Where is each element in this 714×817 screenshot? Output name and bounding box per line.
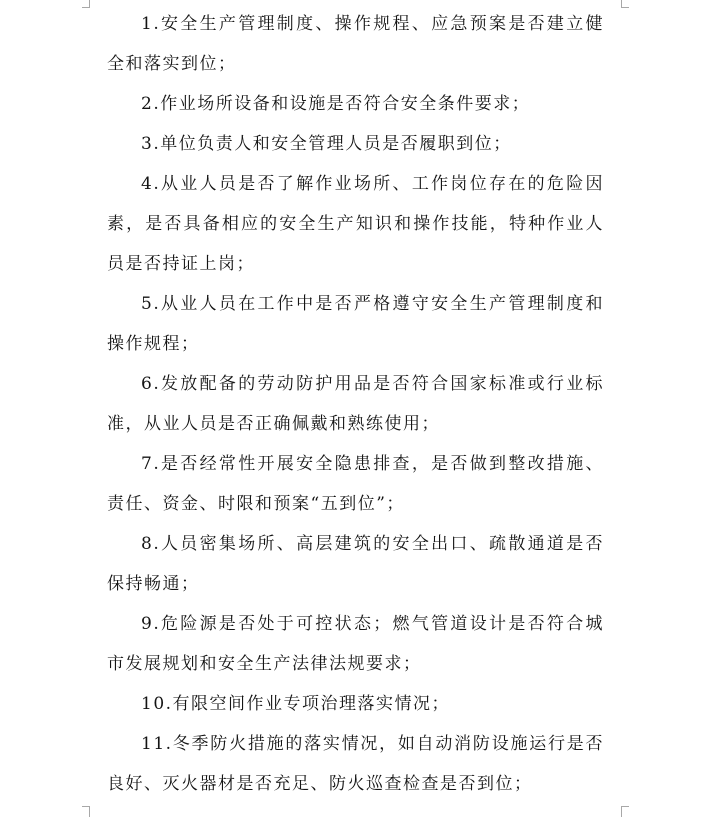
checklist-item-9: 9.危险源是否处于可控状态；燃气管道设计是否符合城市发展规划和安全生产法律法规要求； (107, 614, 604, 674)
checklist-item-10: 10.有限空间作业专项治理落实情况； (141, 694, 451, 714)
checklist-item-6: 6.发放配备的劳动防护用品是否符合国家标准或行业标准，从业人员是否正确佩戴和熟练使用； (107, 374, 604, 434)
crop-mark-top-left (89, 0, 90, 7)
checklist-item-4: 4.从业人员是否了解作业场所、工作岗位存在的危险因素，是否具备相应的安全生产知识和操作技能，特种作业人员是否持证上岗； (107, 174, 604, 274)
checklist-item-8: 8.人员密集场所、高层建筑的安全出口、疏散通道是否保持畅通； (107, 534, 604, 594)
crop-mark-bottom-right (621, 806, 629, 807)
crop-mark-top-right (621, 7, 629, 8)
crop-mark-bottom-right (621, 806, 622, 817)
checklist-item-2: 2.作业场所设备和设施是否符合安全条件要求； (141, 94, 531, 114)
crop-mark-bottom-left (89, 806, 90, 817)
checklist-item-3: 3.单位负责人和安全管理人员是否履职到位； (141, 134, 512, 154)
document-body (107, 4, 604, 804)
crop-mark-top-left (82, 7, 90, 8)
checklist-item-7: 7.是否经常性开展安全隐患排查，是否做到整改措施、责任、资金、时限和预案“五到位”； (107, 454, 604, 514)
checklist-item-11: 11.冬季防火措施的落实情况，如自动消防设施运行是否良好、灭火器材是否充足、防火巡查检查是否到位； (107, 734, 604, 794)
checklist-item-1: 1.安全生产管理制度、操作规程、应急预案是否建立健全和落实到位； (107, 14, 604, 74)
crop-mark-bottom-left (82, 806, 90, 807)
checklist-item-5: 5.从业人员在工作中是否严格遵守安全生产管理制度和操作规程； (107, 294, 604, 354)
crop-mark-top-right (621, 0, 622, 7)
